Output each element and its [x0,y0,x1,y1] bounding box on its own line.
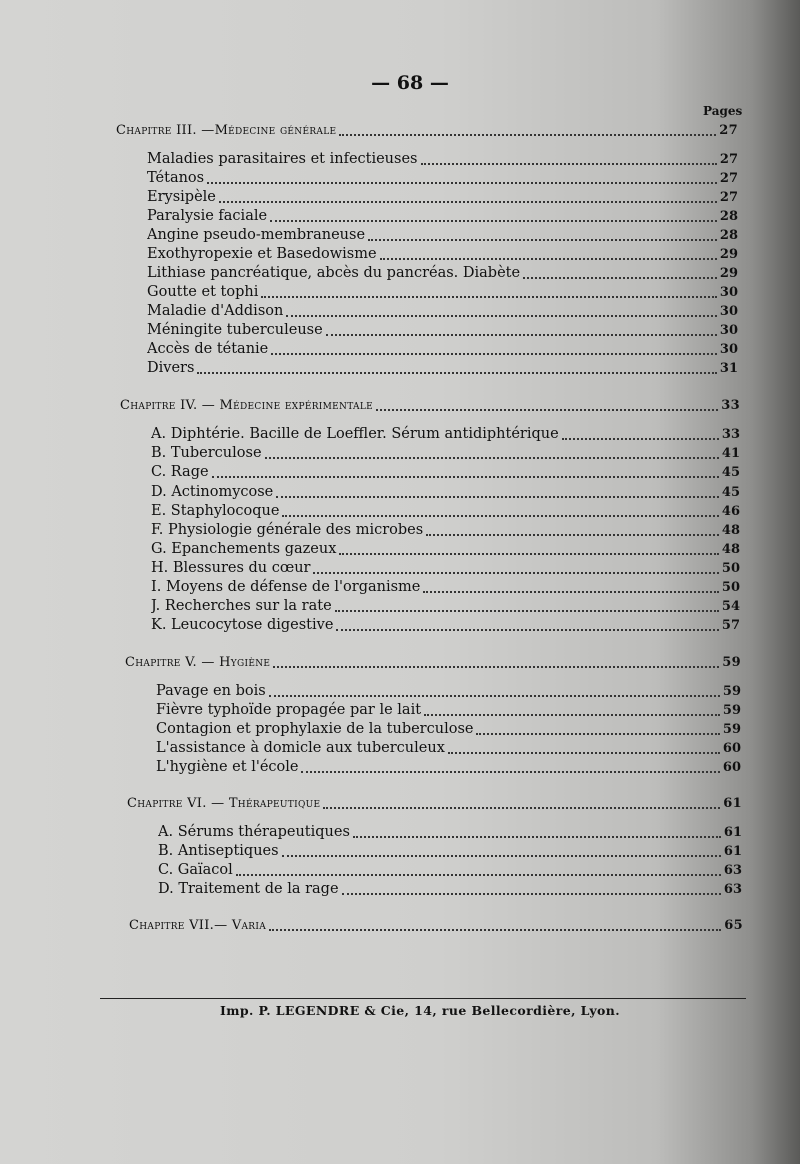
toc-entry [147,283,738,302]
dot-leader [335,610,719,612]
entry-page: 31 [719,361,738,376]
chapter-title: Thérapeutique [228,796,321,811]
entry-label: Erysipèle [147,189,216,205]
entry-label: Angine pseudo-membraneuse [147,227,366,243]
toc-entry [151,483,740,502]
entry-label: G. Epanchements gazeux [151,541,337,557]
entry-page: 57 [721,618,740,633]
dot-leader [269,929,721,931]
entry-page: 29 [719,247,738,262]
entry-label: Maladie d'Addison [147,303,284,319]
toc-entry [147,359,738,378]
chapter-page: 65 [724,918,743,933]
entry-label: A. Diphtérie. Bacille de Loeffler. Sérum antidiphtérique [151,426,559,442]
entry-page: 50 [721,580,740,595]
toc-entry [151,521,740,540]
entry-label: Paralysie faciale [147,208,268,224]
dot-leader [212,476,719,478]
dot-leader [282,515,718,517]
entry-page: 59 [722,703,741,718]
dot-leader [313,572,718,574]
dot-leader [421,163,717,165]
toc-entry [156,701,741,720]
chapter-heading [125,654,741,672]
toc-entry [151,559,740,578]
entry-page: 27 [719,171,738,186]
entry-page: 45 [721,465,740,480]
entry-page: 50 [721,561,740,576]
entry-page: 61 [723,844,742,859]
entry-page: 46 [721,504,740,519]
dot-leader [353,836,721,838]
entry-page: 63 [723,882,742,897]
dot-leader [368,239,717,241]
chapter-heading [127,795,742,813]
dot-leader [271,353,717,355]
dot-leader [339,134,716,136]
toc-entry [151,444,740,463]
dot-leader [301,771,719,773]
dot-leader [282,855,721,857]
dot-leader [424,714,720,716]
entry-page: 60 [722,741,741,756]
entry-label: B. Antiseptiques [158,843,279,859]
entry-label: D. Actinomycose [151,484,274,500]
entry-label: Fièvre typhoïde propagée par le lait [156,702,422,718]
entry-page: 28 [719,228,738,243]
entry-page: 30 [719,342,738,357]
entry-page: 28 [719,209,738,224]
entry-label: C. Rage [151,464,209,480]
dot-leader [339,553,719,555]
entry-page: 63 [723,863,742,878]
toc-entry [147,226,738,245]
dot-leader [380,258,717,260]
entry-label: Accès de tétanie [147,341,269,357]
chapter-page: 27 [719,123,738,138]
dot-leader [219,201,717,203]
toc-entry [158,842,742,861]
chapter-page: 59 [722,655,741,670]
dot-leader [236,874,721,876]
chapter-title: Médecine générale [214,123,337,138]
entry-label: Maladies parasitaires et infectieuses [147,151,418,167]
entry-page: 29 [719,266,738,281]
chapter-separator: — [214,918,232,933]
entry-page: 30 [719,323,738,338]
toc-entry [151,616,740,635]
entry-label: Lithiase pancréatique, abcès du pancréas. Diabète [147,265,521,281]
chapter-heading [116,122,738,140]
entry-page: 59 [722,722,741,737]
dot-leader [270,220,717,222]
toc-entry [151,578,740,597]
chapter-separator: — [206,796,229,811]
toc-entry [147,207,738,226]
entry-label: K. Leucocytose digestive [151,617,334,633]
dot-leader [423,591,719,593]
toc-entry [151,425,740,444]
entry-label: I. Moyens de défense de l'organisme [151,579,421,595]
chapter-prefix: Chapitre III. [116,123,197,138]
entry-label: C. Gaïacol [158,862,233,878]
entry-label: L'hygiène et l'école [156,759,299,775]
page-number: — 68 — [371,72,449,94]
chapter-page: 33 [721,398,740,413]
entry-page: 59 [722,684,741,699]
entry-label: Divers [147,360,195,376]
dot-leader [562,438,719,440]
entry-label: B. Tuberculose [151,445,262,461]
toc-entry [158,880,742,899]
dot-leader [273,666,719,668]
entry-page: 48 [721,523,740,538]
toc-entry [151,597,740,616]
entry-page: 61 [723,825,742,840]
entry-page: 41 [721,446,740,461]
toc-entry [147,264,738,283]
chapter-title: Médecine expérimentale [219,398,373,413]
toc-entry [156,682,741,701]
entry-label: Contagion et prophylaxie de la tuberculose [156,721,474,737]
entry-label: Pavage en bois [156,683,266,699]
dot-leader [342,893,721,895]
toc-entry [156,720,741,739]
chapter-separator: — [197,398,220,413]
toc-entry [156,758,741,777]
dot-leader [323,807,720,809]
dot-leader [269,695,720,697]
dot-leader [207,182,717,184]
toc-entry [151,502,740,521]
chapter-separator: — [196,123,215,138]
dot-leader [476,733,719,735]
entry-label: Méningite tuberculeuse [147,322,323,338]
chapter-heading [129,917,743,935]
entry-label: E. Staphylocoque [151,503,280,519]
dot-leader [326,334,717,336]
entry-page: 27 [719,152,738,167]
entry-page: 54 [721,599,740,614]
entry-label: Tétanos [147,170,205,186]
toc-entry [147,188,738,207]
pages-column-label: Pages [703,104,743,118]
entry-label: F. Physiologie générale des microbes [151,522,424,538]
dot-leader [448,752,720,754]
dot-leader [336,629,718,631]
dot-leader [426,534,719,536]
printer-imprint: Imp. P. LEGENDRE & Cie, 14, rue Bellecordière, Lyon. [219,1003,621,1018]
entry-page: 30 [719,285,738,300]
chapter-heading [120,397,740,415]
entry-page: 30 [719,304,738,319]
entry-label: Goutte et tophi [147,284,259,300]
chapter-prefix: Chapitre IV. [120,398,198,413]
toc-entry [147,321,738,340]
toc-entry [158,823,742,842]
toc-entry [147,150,738,169]
entry-page: 48 [721,542,740,557]
chapter-separator: — [196,655,220,670]
chapter-prefix: Chapitre VII. [129,918,215,933]
toc-entry [147,302,738,321]
chapter-page: 61 [723,796,742,811]
toc-entry [147,340,738,359]
footer-rule [100,998,746,999]
chapter-title: Hygiène [219,655,271,670]
entry-label: A. Sérums thérapeutiques [158,824,350,840]
toc-entry [156,739,741,758]
dot-leader [286,315,717,317]
entry-label: J. Recherches sur la rate [151,598,332,614]
entry-label: L'assistance à domicle aux tuberculeux [156,740,445,756]
dot-leader [265,457,719,459]
chapter-title: Varia [231,918,267,933]
dot-leader [376,409,718,411]
chapter-prefix: Chapitre V. [125,655,197,670]
entry-page: 33 [721,427,740,442]
entry-page: 60 [722,760,741,775]
toc-entry [147,169,738,188]
chapter-prefix: Chapitre VI. [127,796,207,811]
dot-leader [261,296,717,298]
toc-entry [151,463,740,482]
dot-leader [276,496,719,498]
toc-entry [151,540,740,559]
entry-label: Exothyropexie et Basedowisme [147,246,377,262]
dot-leader [523,277,717,279]
entry-page: 45 [721,485,740,500]
toc-entry [158,861,742,880]
dot-leader [197,372,716,374]
entry-label: H. Blessures du cœur [151,560,311,576]
entry-label: D. Traitement de la rage [158,881,339,897]
toc-entry [147,245,738,264]
entry-page: 27 [719,190,738,205]
